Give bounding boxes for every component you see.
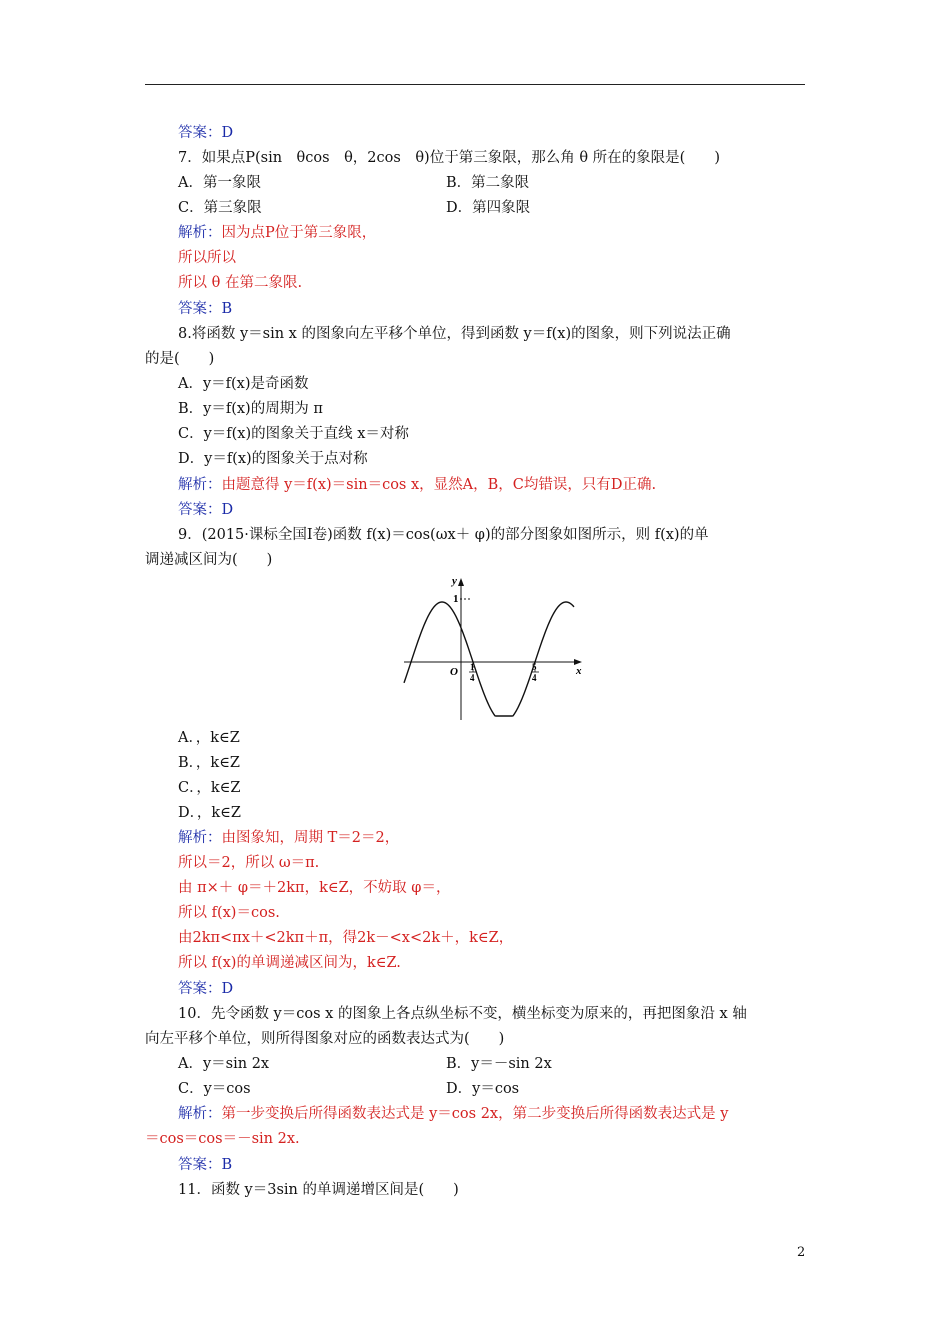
text-segment: 因为点P位于第三象限， — [221, 225, 377, 241]
text-segment: 7．如果点P(sin θcos θ，2cos θ)位于第三象限，那么角 θ 所在的象限是( ) — [178, 150, 720, 166]
text-segment: B．第二象限 — [446, 175, 530, 191]
y-axis-label: y — [452, 575, 457, 587]
text-segment: 9．(2015·课标全国Ⅰ卷)函数 f(x)＝cos(ωx＋ φ)的部分图象如图所示，则 f(x)的单 — [178, 527, 709, 543]
text-line-q10od — [446, 1079, 519, 1099]
text-segment: D．第四象限 — [446, 200, 531, 216]
text-line-s7c — [178, 273, 302, 293]
text-line-q8od — [178, 449, 368, 469]
text-line-q10ob — [446, 1054, 552, 1074]
text-segment: ＝cos＝cos＝－sin 2x. — [145, 1131, 300, 1147]
text-line-q9oa — [178, 728, 240, 748]
text-segment: 答案：B — [178, 1157, 233, 1173]
tick1-numerator: 1 — [470, 662, 475, 672]
text-line-s9e — [178, 928, 513, 948]
text-line-q9od — [178, 803, 241, 823]
text-line-ans10 — [178, 1155, 232, 1175]
x-axis-label: x — [576, 665, 582, 677]
text-line-q7d — [446, 198, 530, 218]
text-segment: A．第一象限 — [178, 175, 261, 191]
text-segment: B．，k∈Z — [178, 755, 241, 771]
text-segment: 所以 f(x)的单调递减区间为，k∈Z. — [178, 955, 401, 971]
text-segment: 解析： — [178, 830, 222, 846]
origin-label: O — [450, 666, 458, 678]
text-segment: 由 π×＋ φ＝＋2kπ，k∈Z，不妨取 φ＝， — [178, 880, 451, 896]
text-line-s7a — [178, 223, 376, 243]
text-segment: 向左平移个单位，则所得图象对应的函数表达式为( ) — [145, 1031, 505, 1047]
text-segment: A．y＝f(x)是奇函数 — [178, 376, 309, 392]
text-segment: 解析： — [178, 477, 222, 493]
cosine-graph-figure — [398, 574, 588, 722]
text-line-q9b — [145, 550, 272, 570]
text-line-ans8 — [178, 500, 233, 520]
text-line-ans7 — [178, 299, 232, 319]
text-segment: D．y＝cos — [446, 1081, 520, 1097]
y-axis-arrow — [458, 578, 464, 586]
text-segment: 所以 θ 在第二象限. — [178, 275, 303, 291]
text-segment: B．y＝f(x)的周期为 π — [178, 401, 323, 417]
text-line-s10a — [178, 1104, 728, 1124]
text-line-s10b — [145, 1129, 300, 1149]
text-line-q8oc — [178, 424, 409, 444]
text-line-q8a — [178, 324, 731, 344]
text-line-s9c — [178, 878, 450, 898]
text-segment: C．第三象限 — [178, 200, 262, 216]
text-segment: D．，k∈Z — [178, 805, 241, 821]
text-line-q7b — [446, 173, 529, 193]
text-line-s9f — [178, 953, 401, 973]
text-line-q8b — [145, 349, 214, 369]
text-line-q10oa — [178, 1054, 269, 1074]
text-segment: 8.将函数 y＝sin x 的图象向左平移个单位，得到函数 y＝f(x)的图象，则下列说法正确 — [178, 326, 731, 342]
text-line-q8ob — [178, 399, 323, 419]
text-segment: 解析： — [178, 1106, 222, 1122]
text-segment: C．y＝cos — [178, 1081, 251, 1097]
text-line-q11 — [178, 1180, 459, 1200]
text-segment: C．y＝f(x)的图象关于直线 x＝对称 — [178, 426, 409, 442]
text-segment: 第一步变换后所得函数表达式是 y＝cos 2x，第二步变换后所得函数表达式是 y — [221, 1106, 729, 1122]
text-line-q10b — [145, 1029, 504, 1049]
text-segment: 10．先令函数 y＝cos x 的图象上各点纵坐标不变，横坐标变为原来的，再把图象沿 x 轴 — [178, 1006, 747, 1022]
text-segment: 答案：D — [178, 502, 234, 518]
text-segment: 所以＝2，所以 ω＝π. — [178, 855, 320, 871]
text-line-s7b — [178, 248, 236, 268]
tick2-denominator: 4 — [532, 673, 537, 683]
text-segment: B．y＝－sin 2x — [446, 1056, 552, 1072]
text-segment: A．y＝sin 2x — [178, 1056, 270, 1072]
text-line-s8 — [178, 475, 656, 495]
tick2-numerator: 5 — [532, 662, 537, 672]
text-segment: 解析： — [178, 225, 222, 241]
text-segment: 调递减区间为( ) — [145, 552, 273, 568]
text-line-q9ob — [178, 753, 240, 773]
text-line-q9oc — [178, 778, 240, 798]
text-segment: 11．函数 y＝3sin 的单调递增区间是( ) — [178, 1182, 459, 1198]
cosine-curve — [404, 602, 574, 716]
text-segment: 由图象知，周期 T＝2＝2， — [221, 830, 400, 846]
text-line-s9d — [178, 903, 280, 923]
text-segment: 答案：D — [178, 125, 234, 141]
page-number: 2 — [797, 1245, 806, 1260]
text-line-q7c — [178, 198, 262, 218]
text-line-ans9 — [178, 979, 233, 999]
text-line-q7 — [178, 148, 720, 168]
text-line-s9b — [178, 853, 319, 873]
tick1-denominator: 4 — [470, 673, 475, 683]
text-line-q10a — [178, 1004, 747, 1024]
text-segment: D．y＝f(x)的图象关于点对称 — [178, 451, 368, 467]
text-segment: 所以所以 — [178, 250, 236, 266]
text-segment: 答案：B — [178, 301, 233, 317]
y-tick-label: 1 — [453, 593, 459, 605]
text-line-s9a — [178, 828, 399, 848]
text-segment: 答案：D — [178, 981, 234, 997]
text-line-q8oa — [178, 374, 309, 394]
text-line-q7a — [178, 173, 261, 193]
text-segment: 由题意得 y＝f(x)＝sin＝cos x，显然A，B，C均错误，只有D正确. — [221, 477, 657, 493]
text-segment: 所以 f(x)＝cos. — [178, 905, 280, 921]
text-segment: 由2kπ<πx＋<2kπ＋π，得2k－<x<2k＋，k∈Z， — [178, 930, 514, 946]
text-segment: A．，k∈Z — [178, 730, 240, 746]
text-line-q10oc — [178, 1079, 251, 1099]
text-segment: C．，k∈Z — [178, 780, 241, 796]
header-rule — [145, 84, 805, 85]
text-line-ans6 — [178, 123, 233, 143]
text-segment: 的是( ) — [145, 351, 215, 367]
text-line-q9a — [178, 525, 709, 545]
